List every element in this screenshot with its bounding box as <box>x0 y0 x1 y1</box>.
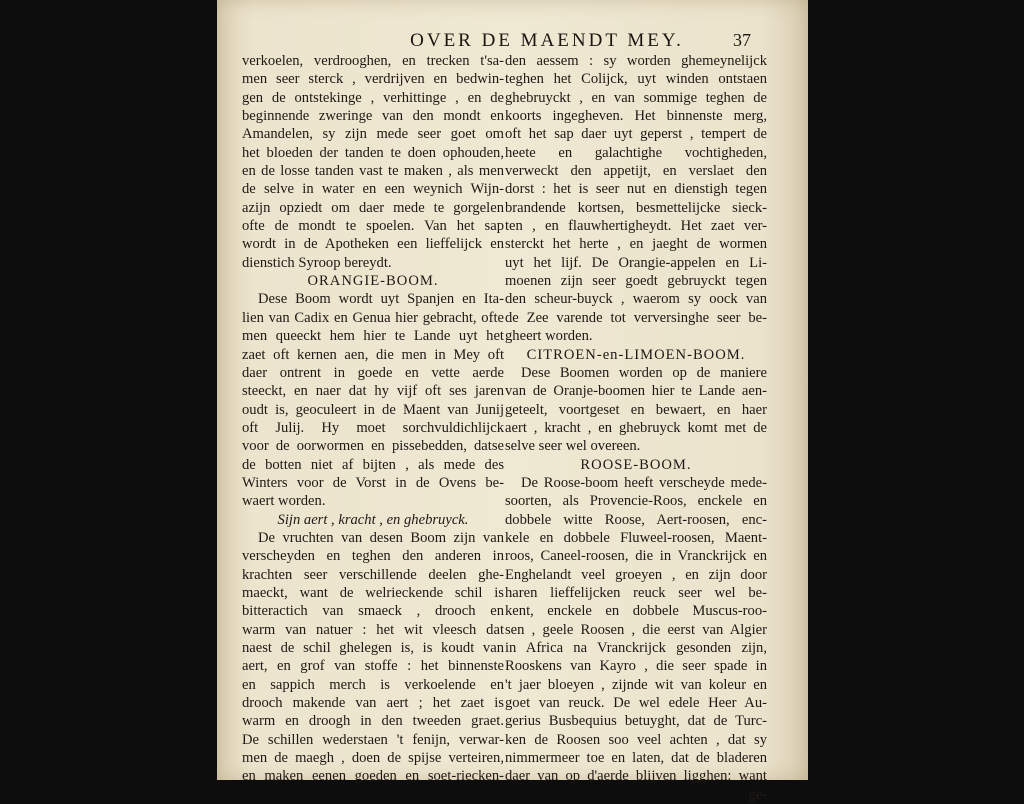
paragraph <box>505 52 767 346</box>
text-line: beginnende zweringe van den mondt en <box>242 108 504 125</box>
text-line: men queeckt hem hier te Lande uyt het <box>242 328 504 345</box>
running-title: OVER DE MAENDT MEY. <box>410 30 684 51</box>
text-line: zaet oft kernen aen, die men in Mey oft <box>242 346 504 363</box>
text-line: in Africa na Vranckrijck gesonden zijn, <box>505 640 767 656</box>
text-line: lien van Cadix en Genua hier gebracht, ofte <box>242 309 504 326</box>
text-line: voor de oorwormen en pissebedden, datse <box>242 438 504 455</box>
text-line: teghen het Colijck, uyt winden ontstaen <box>505 71 767 88</box>
text-line: Rooskens van Kayro , die seer spade in <box>505 658 767 675</box>
text-line: roos, Caneel-roosen, die in Vranckrijck en <box>505 548 767 565</box>
text-line: haren lieffelijcken reuck seer wel be- <box>505 584 767 601</box>
text-line: den aessem : sy worden ghemeynelijck <box>505 53 767 69</box>
text-line: moenen zijn seer goedt gebruyckt tegen <box>505 273 767 290</box>
paragraph <box>505 364 767 456</box>
text-line: ge- <box>748 786 767 803</box>
text-line: oft Julij. Hy moet sorchvuldichlijck <box>242 419 504 436</box>
section-heading: CITROEN-en-LIMOEN-BOOM. <box>526 346 746 363</box>
page-number: 37 <box>733 30 751 50</box>
text-line: Dese Boomen worden op de maniere <box>521 364 767 381</box>
text-line: wordt in de Apotheken een lieffelijck en <box>242 236 504 253</box>
text-line: De Roose-boom heeft verscheyde mede- <box>521 474 767 491</box>
text-line: steeckt, en naer dat hy vijf oft ses jaren <box>242 383 504 400</box>
text-line: heete en galachtighe vochtigheden, <box>505 144 767 161</box>
paragraph <box>242 290 504 510</box>
text-line: sterckt het herte , en jaeght de wormen <box>505 236 767 253</box>
text-line: De schillen wederstaen 't fenijn, verwar- <box>242 731 504 748</box>
paragraph <box>242 529 504 786</box>
text-line: bitteractich van smaeck , drooch en <box>242 603 504 620</box>
text-line: oft het sap daer uyt geperst , tempert de <box>505 126 767 143</box>
text-line: men seer sterck , verdrijven en bedwin- <box>242 71 504 88</box>
left-column <box>242 52 504 786</box>
section-heading: ORANGIE-BOOM. <box>307 273 439 290</box>
text-line: maeckt, want de welrieckende schil is <box>242 584 504 601</box>
book-page <box>217 0 808 803</box>
text-line: men de maegh , doen de spijse verteiren, <box>242 750 504 767</box>
text-line: Winters voor de Vorst in de Ovens be- <box>242 474 504 491</box>
text-line: ofte de mondt te spoelen. Van het sap <box>242 218 504 235</box>
text-line: de Zee varende tot verversinghe seer be- <box>505 309 767 326</box>
text-line: naest de schil ghelegen is, is koudt van <box>242 640 504 656</box>
text-line: en sappich merch is verkoelende en <box>242 676 504 693</box>
text-line: soorten, als Provencie-Roos, enckele en <box>505 493 767 510</box>
text-line: verweckt den appetijt, en verslaet den <box>505 163 767 180</box>
text-line: sen , geele Roosen , die eerst van Algier <box>505 621 767 638</box>
text-line: aert , kracht , en ghebruyck komt met de <box>505 419 767 436</box>
text-line: verkoelen, verdrooghen, en trecken t'sa- <box>242 53 504 69</box>
text-line: en de losse tanden vast te maken , als men <box>242 163 504 180</box>
text-line: Dese Boom wordt uyt Spanjen en Ita- <box>258 291 504 308</box>
text-line: verscheyden en teghen den anderen in <box>242 548 504 565</box>
section-heading: ROOSE-BOOM. <box>580 456 692 473</box>
text-line: dobbele witte Roose, Aert-roosen, enc- <box>505 511 767 528</box>
section-subheading: Sijn aert , kracht , en ghebruyck. <box>277 511 469 528</box>
text-line: kent, enckele en dobbele Muscus-roo- <box>505 603 767 620</box>
text-line: de selve in water en een weynich Wijn- <box>242 181 504 198</box>
text-line: gerius Busbequius betuyght, dat de Turc- <box>505 713 767 730</box>
text-line: warm en droogh in den tweeden graet. <box>242 713 504 730</box>
text-line: azijn opziedt om daer mede te gorgelen <box>242 199 504 216</box>
text-line: gen de ontstekinge , verhittinge , en de <box>242 89 504 106</box>
right-column <box>505 52 767 804</box>
text-line: gheert worden. <box>505 328 593 345</box>
text-line: 't jaer bloeyen , zijnde wit van koleur en <box>505 676 767 693</box>
text-line: De vruchten van desen Boom zijn van <box>258 529 504 546</box>
text-line: warm van natuer : het wit vleesch dat <box>242 621 504 638</box>
text-line: daer ontrent in goede en vette aerde <box>242 364 504 381</box>
paragraph <box>505 474 767 804</box>
text-line: het bloeden der tanden te doen ophouden, <box>242 144 504 161</box>
text-line: van de Oranje-boomen hier te Lande aen- <box>505 383 767 400</box>
text-line: koorts ingegheven. Het binnenste merg, <box>505 108 767 125</box>
paragraph <box>242 52 504 272</box>
text-line: daer van op d'aerde blijven ligghen: want <box>505 768 767 785</box>
text-line: nimmermeer toe en laten, dat de bladeren <box>505 750 767 767</box>
text-line: Enghelandt veel groeyen , en zijn door <box>505 566 767 583</box>
text-line: ghebruyckt , en van sommige teghen de <box>505 89 767 106</box>
page-header <box>217 30 808 54</box>
text-line: waert worden. <box>242 493 326 510</box>
text-line: oudt is, geoculeert in de Maent van Junij <box>242 401 504 418</box>
text-line: krachten seer verschillende deelen ghe- <box>242 566 504 583</box>
text-line: brandende kortsen, besmettelijcke sieck- <box>505 199 767 216</box>
text-line: dienstich Syroop bereydt. <box>242 254 392 271</box>
text-line: goet van reuck. De wel edele Heer Au- <box>505 695 767 712</box>
text-line: geteelt, voortgeset en bewaert, en haer <box>505 401 767 418</box>
text-line: drooch makende van aert ; het zaet is <box>242 695 504 712</box>
text-line: ken de Roosen soo veel achten , dat sy <box>505 731 767 748</box>
text-line: den scheur-buyck , waerom sy oock van <box>505 291 767 308</box>
text-line: Amandelen, sy zijn mede seer goet om <box>242 126 504 143</box>
text-line: selve seer wel overeen. <box>505 438 641 455</box>
text-line: ten , en flauwhertigheydt. Het zaet ver- <box>505 218 767 235</box>
text-line: aert, en grof van stoffe : het binnenste <box>242 658 504 675</box>
text-line: uyt het lijf. De Orangie-appelen en Li- <box>505 254 767 271</box>
text-line: de botten niet af bijten , als mede des <box>242 456 504 473</box>
text-line: dorst : het is seer nut en dienstigh tegen <box>505 181 767 198</box>
text-line: en maken eenen goeden en soet-riecken- <box>242 768 504 785</box>
text-line: kele en dobbele Fluweel-roosen, Maent- <box>505 529 767 546</box>
